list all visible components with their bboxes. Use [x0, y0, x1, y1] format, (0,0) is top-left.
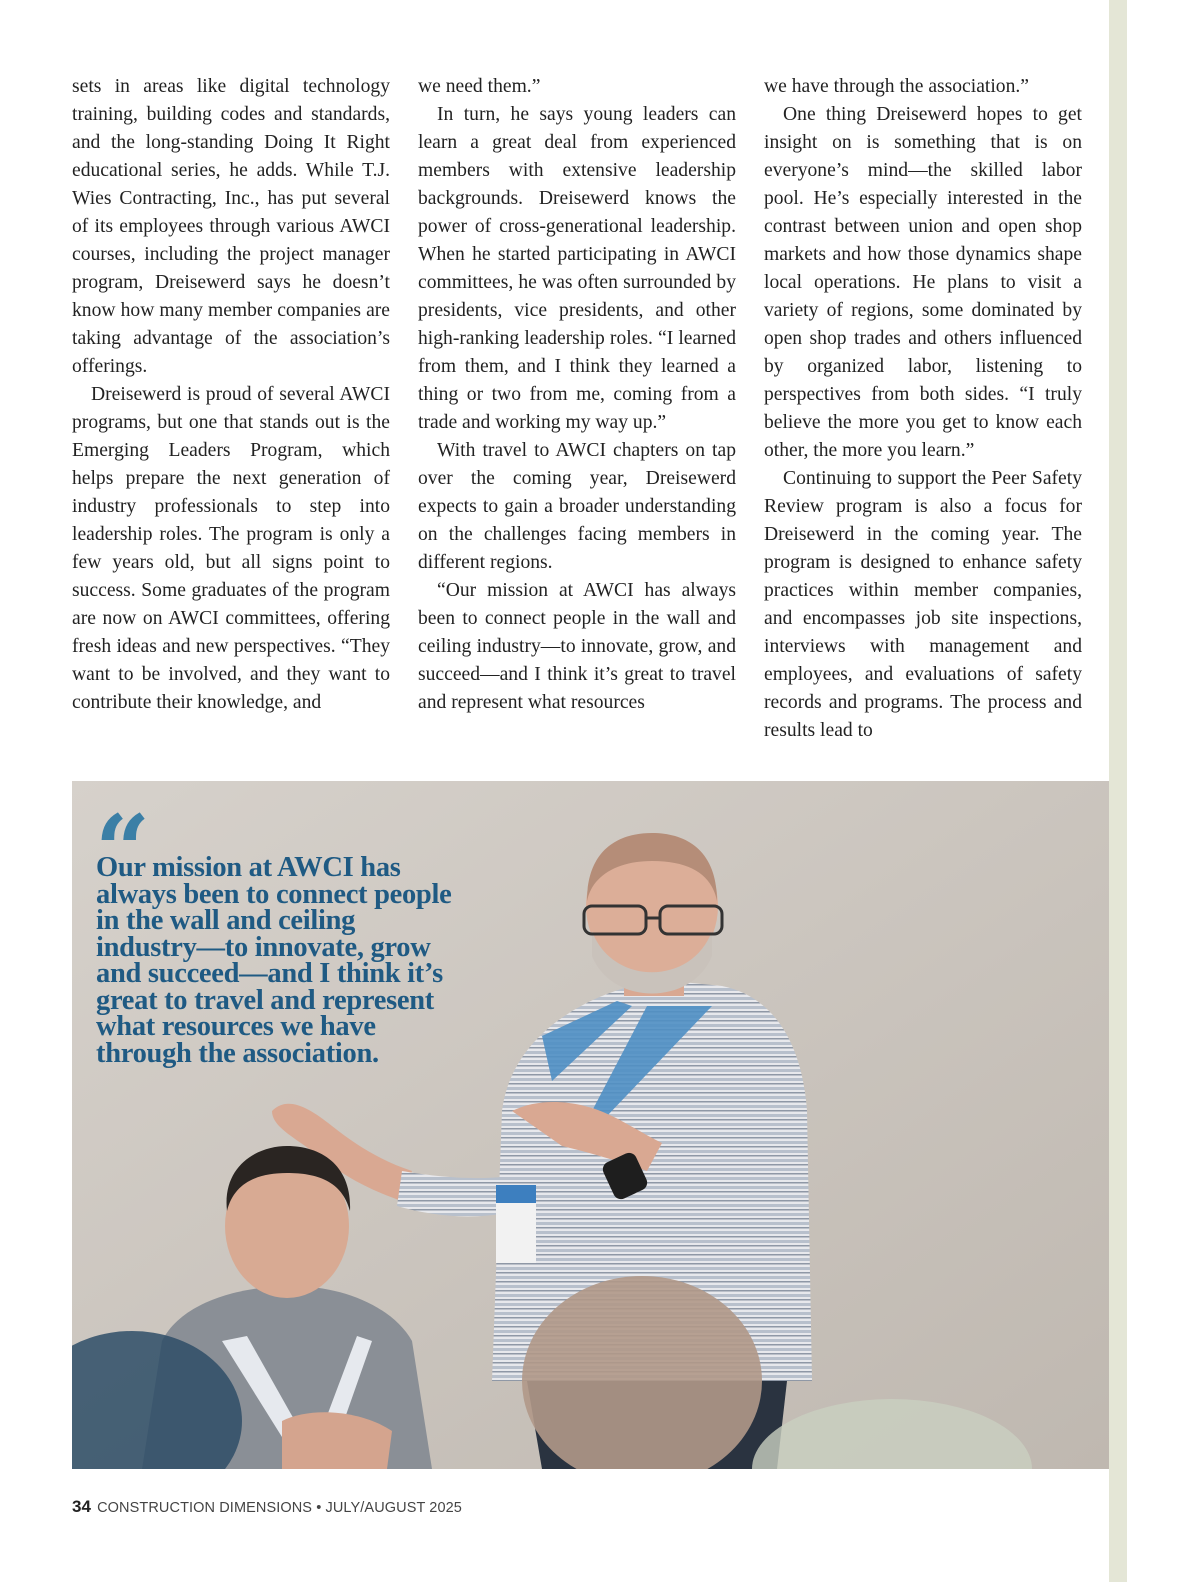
speaker-photo — [72, 781, 1109, 1469]
column-1 — [72, 73, 390, 745]
body-paragraph: “Our mission at AWCI has always been to connect people in the wall and ceiling industry—to innovate, grow, and succeed—and I think it’s great to travel and represent what resources — [418, 580, 736, 713]
body-paragraph: we have through the association.” — [764, 76, 1029, 97]
body-paragraph: Dreisewerd is proud of several AWCI programs, but one that stands out is the Emerging Leaders Program, which helps prepare the next generation of industry professionals to step into leadership roles. The program is only a few years old, but all signs point to success. Some graduates of the program are now on AWCI committees, offering fresh ideas and new perspectives. “They want to be involved, and they want to contribute their knowledge, and — [72, 384, 390, 713]
pull-quote: Our mission at AWCI has always been to connect people in the wall and ceiling industry—to innovate, grow and succeed—and I think it’s great to travel and represent what resources we have through the association. — [96, 852, 452, 1069]
column-2 — [418, 73, 736, 745]
open-quote-icon: “ — [95, 794, 145, 907]
page-number: 34 — [72, 1497, 92, 1516]
body-paragraph: With travel to AWCI chapters on tap over the coming year, Dreisewerd expects to gain a broader understanding on the challenges facing members in different regions. — [418, 440, 736, 573]
publication-info: CONSTRUCTION DIMENSIONS • JULY/AUGUST 2025 — [97, 1500, 462, 1516]
article-body — [72, 73, 1081, 745]
body-paragraph: One thing Dreisewerd hopes to get insight on is something that is on everyone’s mind—the skilled labor pool. He’s especially interested in the contrast between union and open shop markets and how those dynamics shape local operations. He plans to visit a variety of regions, some dominated by open shop trades and others influenced by organized labor, listening to perspectives from both sides. “I truly believe the more you get to know each other, the more you learn.” — [764, 104, 1082, 461]
body-paragraph: we need them.” — [418, 76, 541, 97]
column-3 — [764, 73, 1082, 745]
body-paragraph: In turn, he says young leaders can learn a great deal from experienced members with extensive leadership backgrounds. Dreisewerd knows the power of cross-generational leadership. When he started participating in AWCI committees, he was often surrounded by presidents, vice presidents, and other high-ranking leadership roles. “I learned from them, and I think they learned a thing or two from me, coming from a trade and working my way up.” — [418, 104, 736, 433]
page-footer — [72, 1497, 462, 1517]
body-paragraph: sets in areas like digital technology training, building codes and standards, and the long-standing Doing It Right educational series, he adds. While T.J. Wies Contracting, Inc., has put several of its employees through various AWCI courses, including the project manager program, Dreisewerd says he doesn’t know how many member companies are taking advantage of the association’s offerings. — [72, 76, 390, 377]
body-paragraph: Continuing to support the Peer Safety Review program is also a focus for Dreisewerd in the coming year. The program is designed to enhance safety practices within member companies, and encompasses job site inspections, interviews with management and employees, and evaluations of safety records and programs. The process and results lead to — [764, 468, 1082, 741]
page-edge-strip — [1109, 0, 1127, 1582]
